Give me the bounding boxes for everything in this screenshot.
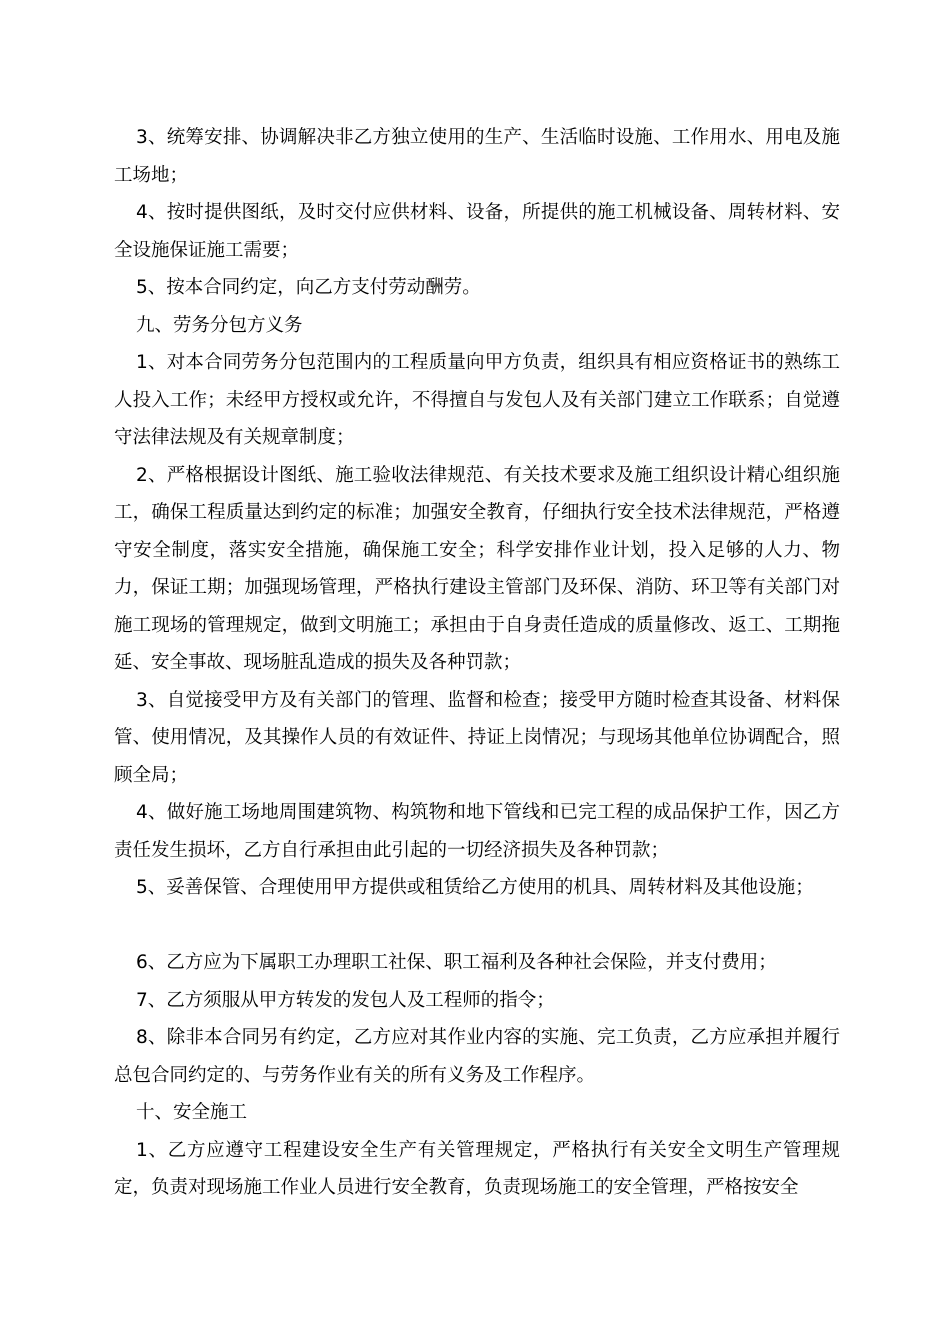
paragraph-item-5-payment: 5、按本合同约定，向乙方支付劳动酬劳。 — [136, 277, 481, 298]
paragraph-obligation-1: 1、对本合同劳务分包范围内的工程质量向甲方负责，组织具有相应资格证书的熟练工人投入工作；未经甲方授权或允许，不得擅自与发包人及有关部门建立工作联系；自觉遵守法律法规及有关规章制度； — [114, 352, 840, 448]
paragraph-obligation-8: 8、除非本合同另有约定，乙方应对其作业内容的实施、完工负责，乙方应承担并履行总包合同约定的、与劳务作业有关的所有义务及工作程序。 — [114, 1027, 840, 1086]
paragraph-obligation-4: 4、做好施工场地周围建筑物、构筑物和地下管线和已完工程的成品保护工作，因乙方责任发生损坏，乙方自行承担由此引起的一切经济损失及各种罚款； — [114, 802, 840, 861]
blank-line — [114, 907, 840, 945]
paragraph-item-4-drawings: 4、按时提供图纸，及时交付应供材料、设备，所提供的施工机械设备、周转材料、安全设施保证施工需要； — [114, 202, 840, 261]
section-heading-10: 十、安全施工 — [136, 1102, 248, 1123]
paragraph-obligation-5: 5、妥善保管、合理使用甲方提供或租赁给乙方使用的机具、周转材料及其他设施； — [136, 877, 814, 898]
section-heading-9: 九、劳务分包方义务 — [136, 314, 303, 336]
paragraph-item-3-facilities: 3、统筹安排、协调解决非乙方独立使用的生产、生活临时设施、工作用水、用电及施工场地； — [114, 127, 840, 186]
document-body — [114, 119, 840, 1207]
paragraph-safety-1: 1、乙方应遵守工程建设安全生产有关管理规定，严格执行有关安全文明生产管理规定，负责对现场施工作业人员进行安全教育，负责现场施工的安全管理，严格按安全 — [114, 1139, 840, 1198]
paragraph-obligation-2: 2、严格根据设计图纸、施工验收法律规范、有关技术要求及施工组织设计精心组织施工，确保工程质量达到约定的标准；加强安全教育，仔细执行安全技术法律规范，严格遵守安全制度，落实安全措施，确保施工安全；科学安排作业计划，投入足够的人力、物力，保证工期；加强现场管理，严格执行建设主管部门及环保、消防、环卫等有关部门对施工现场的管理规定，做到文明施工；承担由于自身责任造成的质量修改、返工、工期拖延、安全事故、现场脏乱造成的损失及各种罚款； — [114, 464, 840, 673]
paragraph-obligation-6: 6、乙方应为下属职工办理职工社保、职工福利及各种社会保险，并支付费用； — [136, 952, 777, 973]
paragraph-obligation-7: 7、乙方须服从甲方转发的发包人及工程师的指令； — [136, 989, 555, 1011]
paragraph-obligation-3: 3、自觉接受甲方及有关部门的管理、监督和检查；接受甲方随时检查其设备、材料保管、使用情况，及其操作人员的有效证件、持证上岗情况；与现场其他单位协调配合，照顾全局； — [114, 689, 840, 786]
